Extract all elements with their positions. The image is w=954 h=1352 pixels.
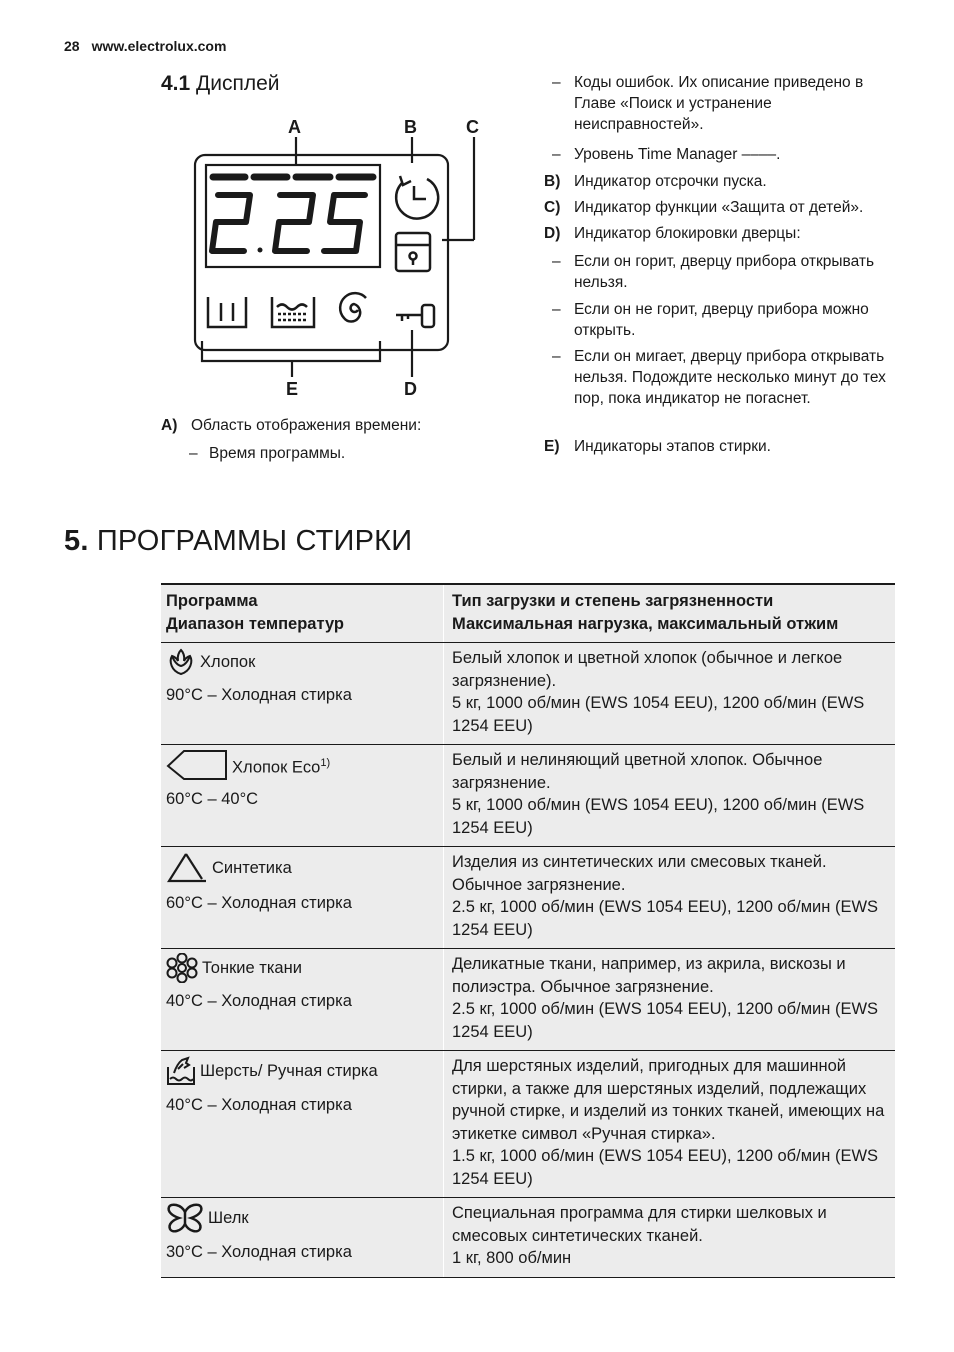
program-description: Деликатные ткани, например, из акрила, вискозы и полиэстра. Обычное загрязнение. xyxy=(452,955,846,996)
table-row xyxy=(161,1051,895,1198)
legend-item-d xyxy=(544,223,801,244)
legend-key-d: D) xyxy=(544,225,561,242)
table-row xyxy=(161,1198,895,1278)
program-label: Синтетика xyxy=(212,858,292,877)
program-name xyxy=(166,1202,249,1234)
header-text: Тип загрузки и степень загрязненности xyxy=(452,592,774,610)
program-description: Специальная программа для стирки шелковых и смесовых синтетических тканей. xyxy=(452,1204,827,1245)
program-load: 1 кг, 800 об/мин xyxy=(452,1249,572,1267)
legend-key-c: C) xyxy=(544,199,561,216)
load-cell xyxy=(444,1198,896,1278)
figure-letter-d: D xyxy=(404,379,417,399)
load-cell xyxy=(444,643,896,745)
legend-bullet-d-2 xyxy=(552,299,896,341)
programs-table xyxy=(161,583,895,1278)
program-temp: 40°C – Холодная стирка xyxy=(166,1095,352,1114)
program-cell xyxy=(161,643,444,745)
figure-letter-a: A xyxy=(288,117,301,137)
legend-right xyxy=(544,72,904,472)
legend-text-a: Область отображения времени: xyxy=(191,417,422,434)
bullet-dash: – xyxy=(552,253,561,270)
cotton-eco-icon xyxy=(166,749,228,781)
program-load: 2.5 кг, 1000 об/мин (EWS 1054 EEU), 1200 об/мин (EWS 1254 EEU) xyxy=(452,898,879,939)
figure-letter-e: E xyxy=(286,379,299,399)
program-temp: 60°C – Холодная стирка xyxy=(166,893,352,912)
legend-item-a xyxy=(161,415,421,436)
legend-text-b: Индикатор отсрочки пуска. xyxy=(574,173,767,190)
bullet-dash: – xyxy=(552,146,561,163)
bullet-dash: – xyxy=(552,301,561,318)
bullet-text: Коды ошибок. Их описание приведено в Главе «Поиск и устранение неисправностей». xyxy=(574,74,864,133)
section-4-1-heading: Дисплей xyxy=(196,72,280,95)
bullet-dash: – xyxy=(552,348,561,365)
figure-letter-b: B xyxy=(404,117,417,137)
wool-handwash-icon xyxy=(166,1055,196,1087)
footnote-mark: 1) xyxy=(320,756,331,769)
bullet-text: Если он горит, дверцу прибора открывать нельзя. xyxy=(574,253,875,291)
program-temp: 30°C – Холодная стирка xyxy=(166,1242,352,1261)
program-cell xyxy=(161,1051,444,1198)
program-description: Изделия из синтетических или смесовых тканей. Обычное загрязнение. xyxy=(452,853,827,894)
bullet-text: Если он мигает, дверцу прибора открывать нельзя. Подождите несколько минут до тех пор, пока индикатор не погаснет. xyxy=(574,348,886,407)
legend-text-e: Индикаторы этапов стирки. xyxy=(574,438,771,455)
program-label-wrap xyxy=(232,752,330,779)
legend-left xyxy=(161,415,521,475)
section-5-number: 5. xyxy=(64,525,89,557)
program-name xyxy=(166,953,302,983)
program-label: Хлопок xyxy=(200,652,256,671)
page-number: 28 xyxy=(64,38,80,54)
header-text: Программа xyxy=(166,592,258,610)
legend-item-c xyxy=(544,197,863,218)
section-5-heading: ПРОГРАММЫ СТИРКИ xyxy=(96,525,413,557)
program-cell xyxy=(161,847,444,949)
section-5-title xyxy=(64,525,412,558)
program-name xyxy=(166,1055,378,1087)
bullet-dash: – xyxy=(189,445,198,462)
bullet-text: Время программы. xyxy=(209,445,346,462)
table-row xyxy=(161,949,895,1051)
section-4-1-number: 4.1 xyxy=(161,72,191,95)
cotton-icon xyxy=(166,647,196,677)
program-cell xyxy=(161,949,444,1051)
program-name xyxy=(166,647,255,677)
synthetics-icon xyxy=(166,851,208,885)
figure-letter-c: C xyxy=(466,117,479,137)
table-row xyxy=(161,847,895,949)
program-load: 1.5 кг, 1000 об/мин (EWS 1054 EEU), 1200 об/мин (EWS 1254 EEU) xyxy=(452,1147,879,1188)
program-temp: 60°C – 40°C xyxy=(166,789,259,808)
legend-item-b xyxy=(544,171,767,192)
program-name xyxy=(166,851,292,885)
legend-bullet-a-3 xyxy=(552,144,896,165)
program-cell xyxy=(161,1198,444,1278)
legend-text-c: Индикатор функции «Защита от детей». xyxy=(574,199,864,216)
program-label: Шерсть/ Ручная стирка xyxy=(200,1061,378,1080)
bullet-text: Уровень Time Manager ––––. xyxy=(574,146,781,163)
site-url: www.electrolux.com xyxy=(91,38,227,54)
load-cell xyxy=(444,847,896,949)
header-text: Максимальная нагрузка, максимальный отжим xyxy=(452,614,839,633)
load-cell xyxy=(444,1051,896,1198)
load-cell xyxy=(444,745,896,847)
header-text: Диапазон температур xyxy=(166,614,345,633)
legend-key-e: E) xyxy=(544,438,560,455)
program-name xyxy=(166,749,330,781)
program-description: Белый хлопок и цветной хлопок (обычное и легкое загрязнение). xyxy=(452,649,843,690)
display-panel-drawing xyxy=(190,115,490,405)
table-row xyxy=(161,745,895,847)
bullet-dash: – xyxy=(552,74,561,91)
table-row xyxy=(161,643,895,745)
program-load: 5 кг, 1000 об/мин (EWS 1054 EEU), 1200 об/мин (EWS 1254 EEU) xyxy=(452,694,865,735)
legend-bullet-d-1 xyxy=(552,251,896,293)
program-temp: 90°C – Холодная стирка xyxy=(166,685,352,704)
legend-bullet-d-3 xyxy=(552,346,896,409)
program-load: 5 кг, 1000 об/мин (EWS 1054 EEU), 1200 об/мин (EWS 1254 EEU) xyxy=(452,796,865,837)
program-cell xyxy=(161,745,444,847)
bullet-text: Если он не горит, дверцу прибора можно открыть. xyxy=(574,301,869,339)
table-header-row xyxy=(161,584,895,643)
legend-bullet-a-1 xyxy=(189,443,346,464)
legend-text-d: Индикатор блокировки дверцы: xyxy=(574,225,801,242)
program-load: 2.5 кг, 1000 об/мин (EWS 1054 EEU), 1200 об/мин (EWS 1254 EEU) xyxy=(452,1000,879,1041)
delicates-icon xyxy=(166,953,198,983)
legend-item-e xyxy=(544,436,771,457)
program-label: Шелк xyxy=(208,1208,249,1227)
silk-icon xyxy=(166,1202,204,1234)
legend-bullet-a-2 xyxy=(552,72,896,135)
program-description: Для шерстяных изделий, пригодных для машинной стирки, а также для шерстяных изделий, подлежащих ручной стирке, и изделий из тонких тканей, имеющих на этикетке символ «Ручная стирка». xyxy=(452,1057,885,1143)
program-label: Хлопок Eco xyxy=(232,758,321,776)
legend-key-a: A) xyxy=(161,417,178,434)
program-description: Белый и нелиняющий цветной хлопок. Обычное загрязнение. xyxy=(452,751,823,792)
page-header xyxy=(64,38,226,54)
load-cell xyxy=(444,949,896,1051)
legend-key-b: B) xyxy=(544,173,561,190)
program-temp: 40°C – Холодная стирка xyxy=(166,991,352,1010)
table-header-load xyxy=(444,584,896,643)
section-4-1-title xyxy=(161,72,280,96)
display-figure xyxy=(190,115,490,405)
program-label: Тонкие ткани xyxy=(202,958,302,977)
table-header-program xyxy=(161,584,444,643)
